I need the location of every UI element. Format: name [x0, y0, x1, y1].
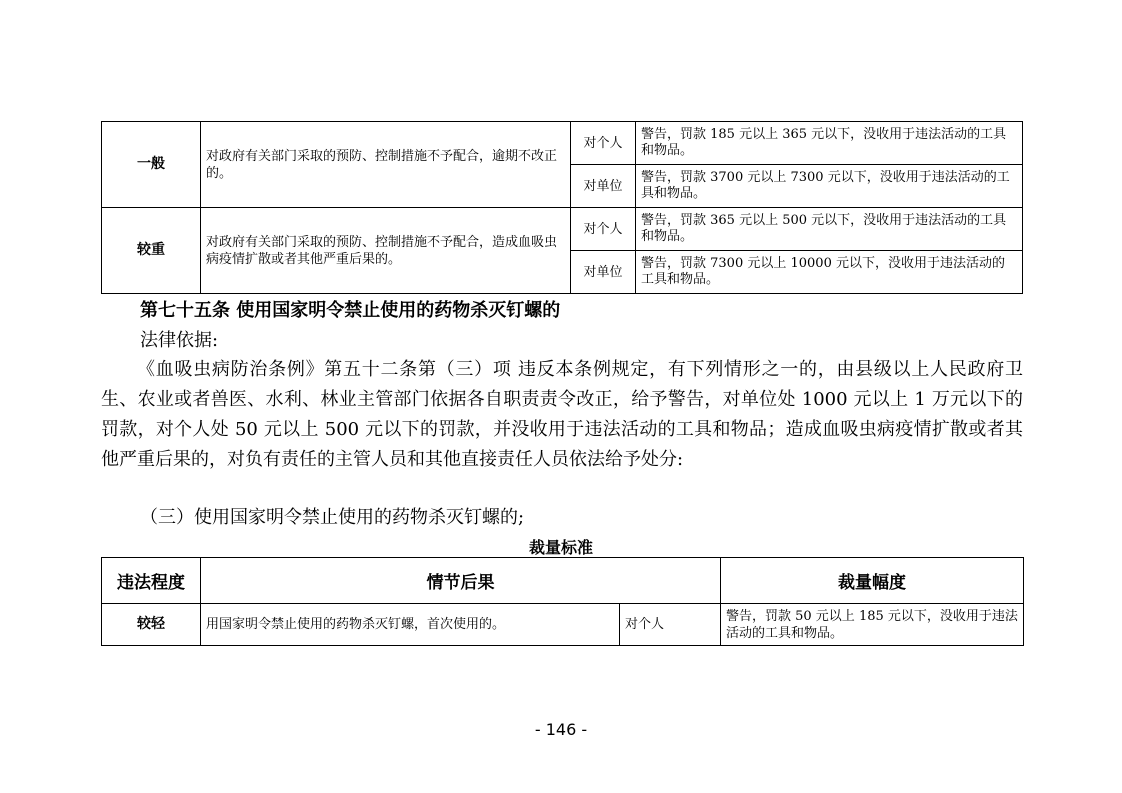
table-header-row: [102, 558, 1024, 604]
penalty-cell: 警告，罚款 3700 元以上 7300 元以下，没收用于违法活动的工具和物品。: [636, 165, 1023, 208]
page-number: - 146 -: [534, 720, 588, 739]
penalty-cell: 警告，罚款 7300 元以上 10000 元以下，没收用于违法活动的工具和物品。: [636, 251, 1023, 294]
target-cell: 对单位: [571, 165, 636, 208]
target-cell: 对个人: [571, 208, 636, 251]
header-penalty-range: 裁量幅度: [721, 558, 1024, 604]
law-item: （三）使用国家明令禁止使用的药物杀灭钉螺的;: [140, 507, 525, 528]
circumstance-cell: 用国家明令禁止使用的药物杀灭钉螺，首次使用的。: [201, 604, 620, 646]
law-text: 《血吸虫病防治条例》第五十二条第（三）项 违反本条例规定，有下列情形之一的，由县级以上人民政府卫生、农业或者兽医、水利、林业主管部门依据各自职责责令改正，给予警告，对单位处 1000 元以上 1 万元以下的罚款，对个人处 50 元以上 500 元以下的罚款，并没收用于违法活动的工具和物品；造成血吸虫病疫情扩散或者其他严重后果的，对负有责任的主管人员和其他直接责任人员依法给予处分:: [101, 359, 1023, 470]
penalty-cell: 警告，罚款 185 元以上 365 元以下，没收用于违法活动的工具和物品。: [636, 122, 1023, 165]
table-row: [102, 122, 1023, 165]
target-cell: 对个人: [571, 122, 636, 165]
violation-level: 较轻: [102, 604, 201, 646]
target-cell: 对单位: [571, 251, 636, 294]
discretion-standard-table: [101, 557, 1024, 646]
header-violation-level: 违法程度: [102, 558, 201, 604]
table-row: [102, 604, 1024, 646]
article-title: 第七十五条 使用国家明令禁止使用的药物杀灭钉螺的: [140, 300, 561, 321]
violation-level: 较重: [102, 208, 201, 294]
law-text-block: [101, 355, 1023, 475]
legal-basis-label: 法律依据:: [140, 330, 219, 351]
penalty-table-continued: [101, 121, 1023, 294]
table-row: [102, 208, 1023, 251]
header-circumstance: 情节后果: [201, 558, 721, 604]
table-caption: 裁量标准: [528, 538, 593, 557]
penalty-cell: 警告，罚款 50 元以上 185 元以下，没收用于违法活动的工具和物品。: [721, 604, 1024, 646]
circumstance-cell: 对政府有关部门采取的预防、控制措施不予配合，造成血吸虫病疫情扩散或者其他严重后果的。: [201, 208, 571, 294]
target-cell: 对个人: [620, 604, 721, 646]
circumstance-cell: 对政府有关部门采取的预防、控制措施不予配合，逾期不改正的。: [201, 122, 571, 208]
violation-level: 一般: [102, 122, 201, 208]
penalty-cell: 警告，罚款 365 元以上 500 元以下，没收用于违法活动的工具和物品。: [636, 208, 1023, 251]
